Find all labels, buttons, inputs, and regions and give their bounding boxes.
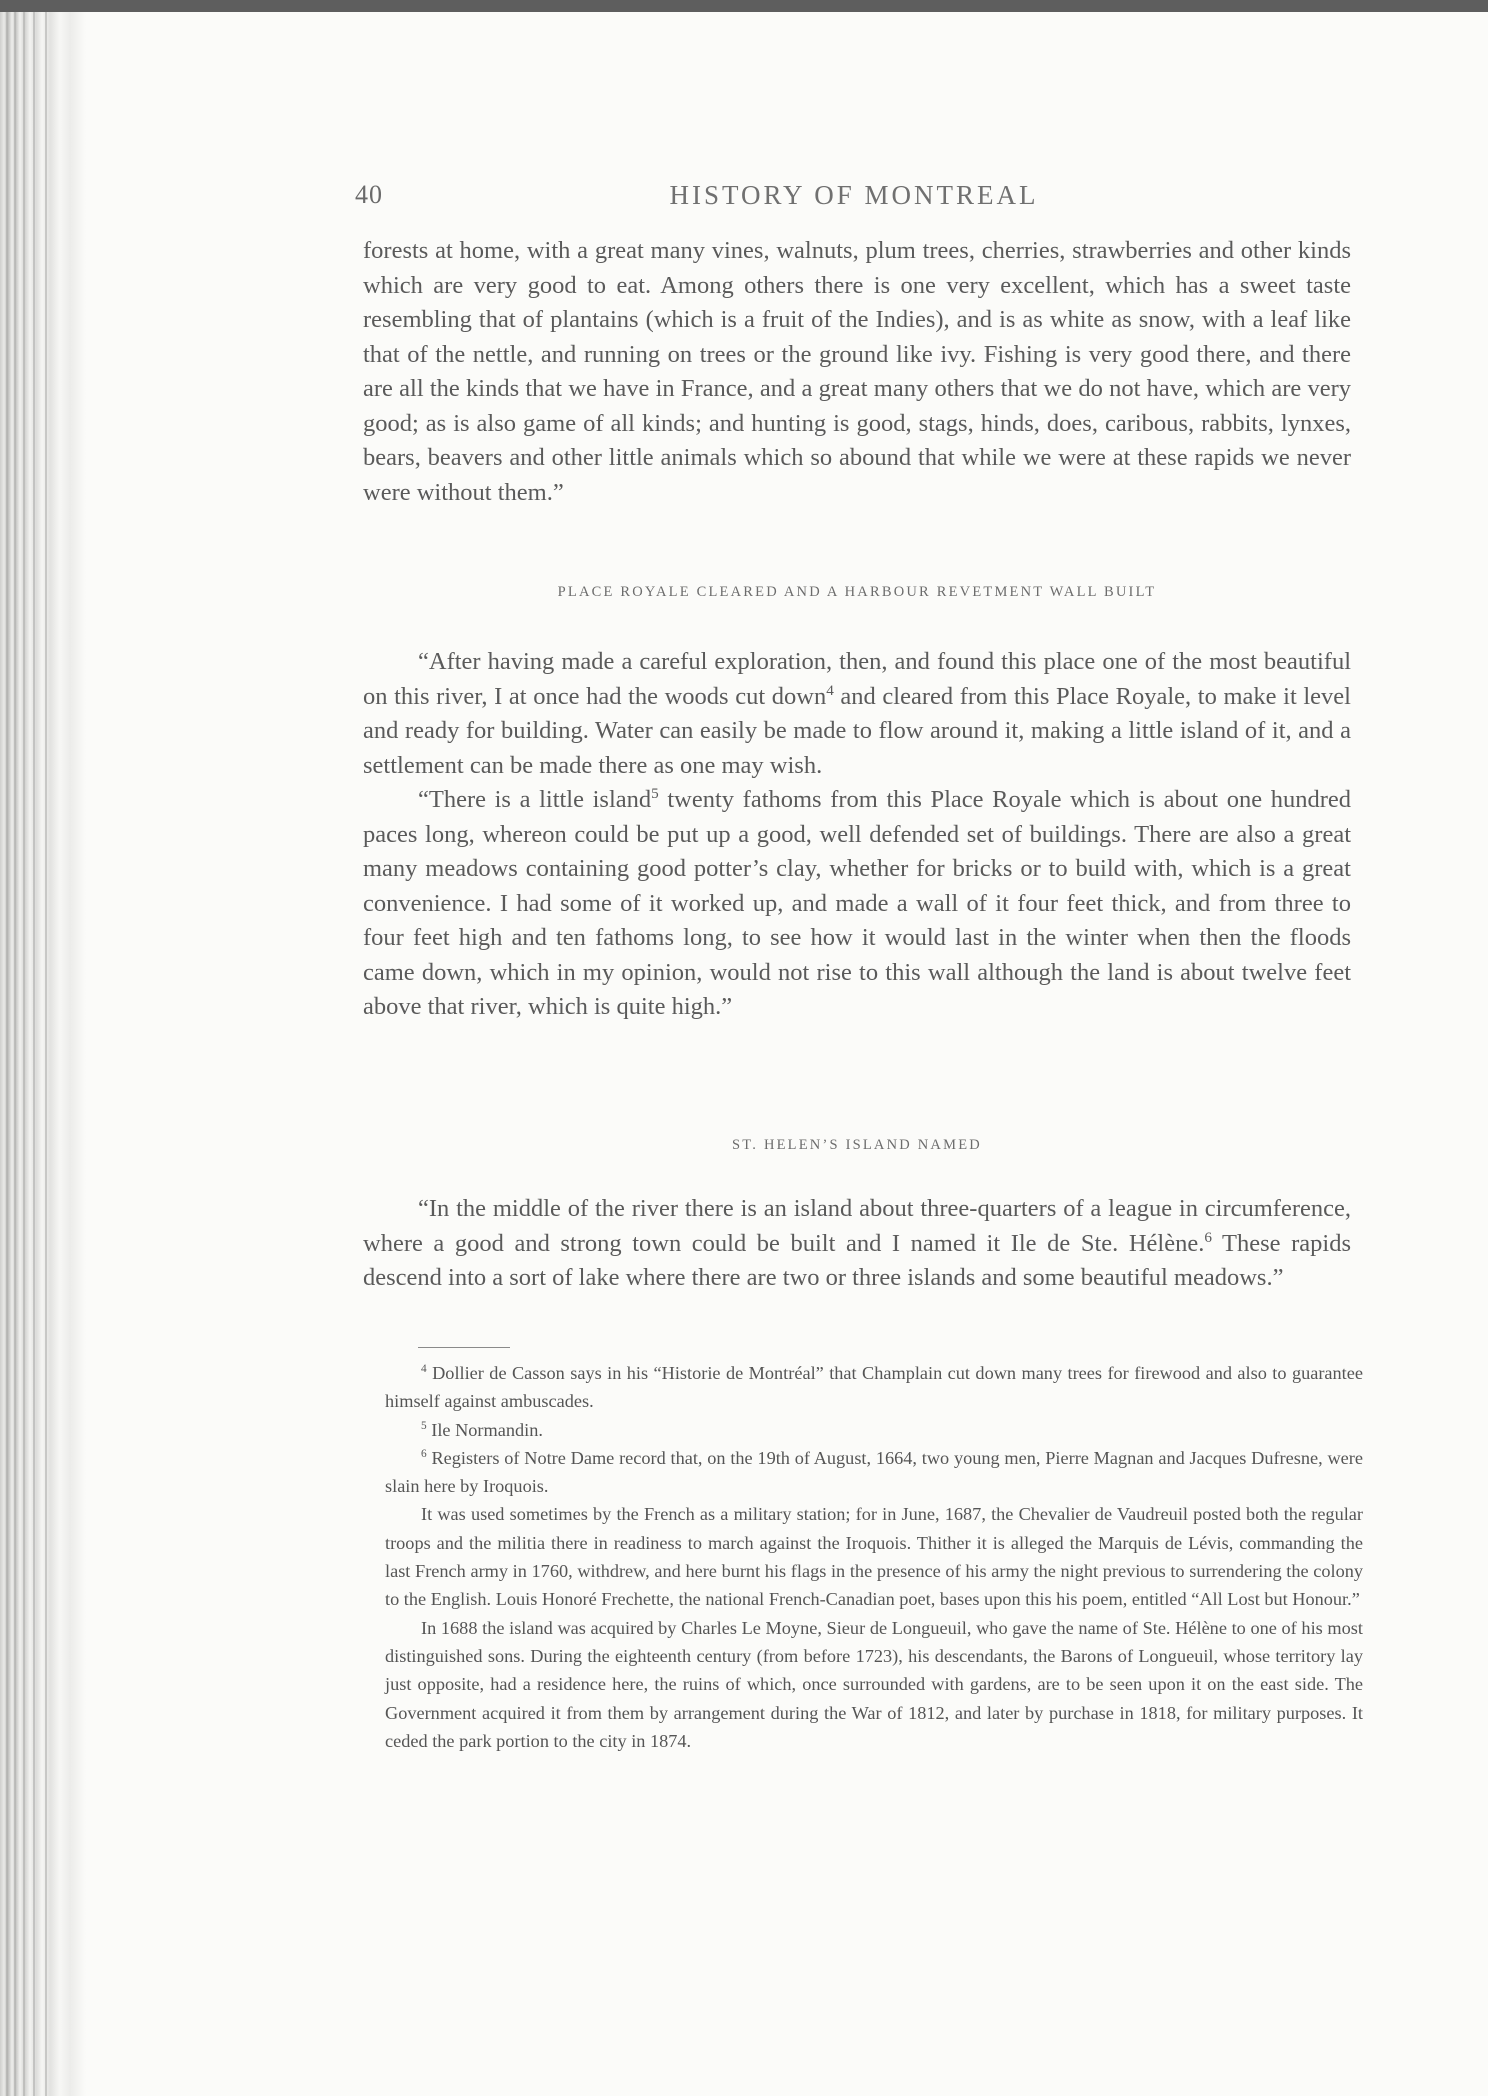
footnote-ref: 6 (1204, 1228, 1212, 1246)
section-heading-place-royale: PLACE ROYALE CLEARED AND A HARBOUR REVETMENT WALL BUILT (557, 584, 1157, 600)
section-place-royale (363, 645, 1351, 1025)
footnote-4: $^4$ Dollier de Casson says in his “Historie de Montréal” that Champlain cut down many trees for firewood and also to guarantee himself against ambuscades. (385, 1362, 1363, 1412)
footnote-ref: 4 (826, 681, 834, 699)
paragraph: “In the middle of the river there is an island about three-quarters of a league in circumference, where a good and strong town could be built and I named it Ile de Ste. Hélène.$^6$ These rapids descend into a sort of lake where there are two or three islands and some beautiful meadows.” (363, 1195, 1351, 1291)
book-spine-gutter (0, 12, 86, 2096)
intro-text (363, 234, 1351, 510)
footnote-5: $^5$ Ile Normandin. (421, 1419, 543, 1440)
running-title: HISTORY OF MONTREAL (669, 180, 1039, 210)
footnote-6: $^6$ Registers of Notre Dame record that, on the 19th of August, 1664, two young men, Pierre Magnan and Jacques Dufresne, were slain here by Iroquois. (385, 1447, 1363, 1497)
page-number: 40 (355, 180, 383, 209)
page-edge-line (14, 12, 16, 2096)
footnote-6-continued: In 1688 the island was acquired by Charles Le Moyne, Sieur de Longueuil, who gave the name of Ste. Hélène to one of his most distinguished sons. During the eighteenth century (from before 1723), his descendants, the Barons of Longueuil, whose territory lay just opposite, had a residence here, the ruins of which, once surrounded with gardens, are to be seen upon it on the east side. The Government acquired it from them by arrangement during the War of 1812, and later by purchase in 1818, for military purposes. It ceded the park portion to the city in 1874. (385, 1617, 1363, 1751)
paragraph: “There is a little island$^5$ twenty fathoms from this Place Royale which is about one hundred paces long, whereon could be put up a good, well defended set of buildings. There are also a great many meadows containing good potter’s clay, whether for bricks or to build with, which is a great convenience. I had some of it worked up, and made a wall of it four feet thick, and from three to four feet high and ten fathoms long, to see how it would last in the winter when then the floods came down, which in my opinion, would not rise to this wall although the land is about twelve feet above that river, which is quite high.” (363, 784, 1351, 1020)
footnote-ref: 5 (651, 784, 659, 802)
section-st-helen (363, 1192, 1351, 1296)
page-edge-line (33, 12, 35, 2096)
book-page (0, 12, 1488, 2096)
paragraph: “After having made a careful exploration, then, and found this place one of the most beautiful on this river, I at once had the woods cut down$^4$ and cleared from this Place Royale, to make it level and ready for building. Water can easily be made to flow around it, making a little island of it, and a settlement can be made there as one may wish. (363, 648, 1351, 779)
footnotes (385, 1359, 1363, 1755)
page-edge-line (23, 12, 25, 2096)
page-header (355, 180, 1353, 224)
page-edge-line (45, 12, 47, 2096)
footnote-divider (418, 1347, 510, 1348)
footnote-6-continued: It was used sometimes by the French as a military station; for in June, 1687, the Chevalier de Vaudreuil posted both the regular troops and the militia there in readiness to march against the Iroquois. Thither it is alleged the Marquis de Lévis, commanding the last French army in 1760, withdrew, and here burnt his flags in the presence of his army the night previous to surrendering the colony to the English. Louis Honoré Frechette, the national French-Canadian poet, bases upon this his poem, entitled “All Lost but Honour.” (385, 1504, 1363, 1610)
page-edge-line (6, 12, 8, 2096)
intro-paragraph: forests at home, with a great many vines, walnuts, plum trees, cherries, strawberries and other kinds which are very good to eat. Among others there is one very excellent, which has a sweet taste resembling that of plantains (which is a fruit of the Indies), and is as white as snow, with a leaf like that of the nettle, and running on trees or the ground like ivy. Fishing is very good there, and there are all the kinds that we have in France, and a great many others that we do not have, which are very good; as is also game of all kinds; and hunting is good, stags, hinds, does, caribous, rabbits, lynxes, bears, beavers and other little animals which so abound that while we were at these rapids we never were without them.” (363, 237, 1351, 506)
section-heading-st-helen: ST. HELEN’S ISLAND NAMED (732, 1137, 982, 1153)
